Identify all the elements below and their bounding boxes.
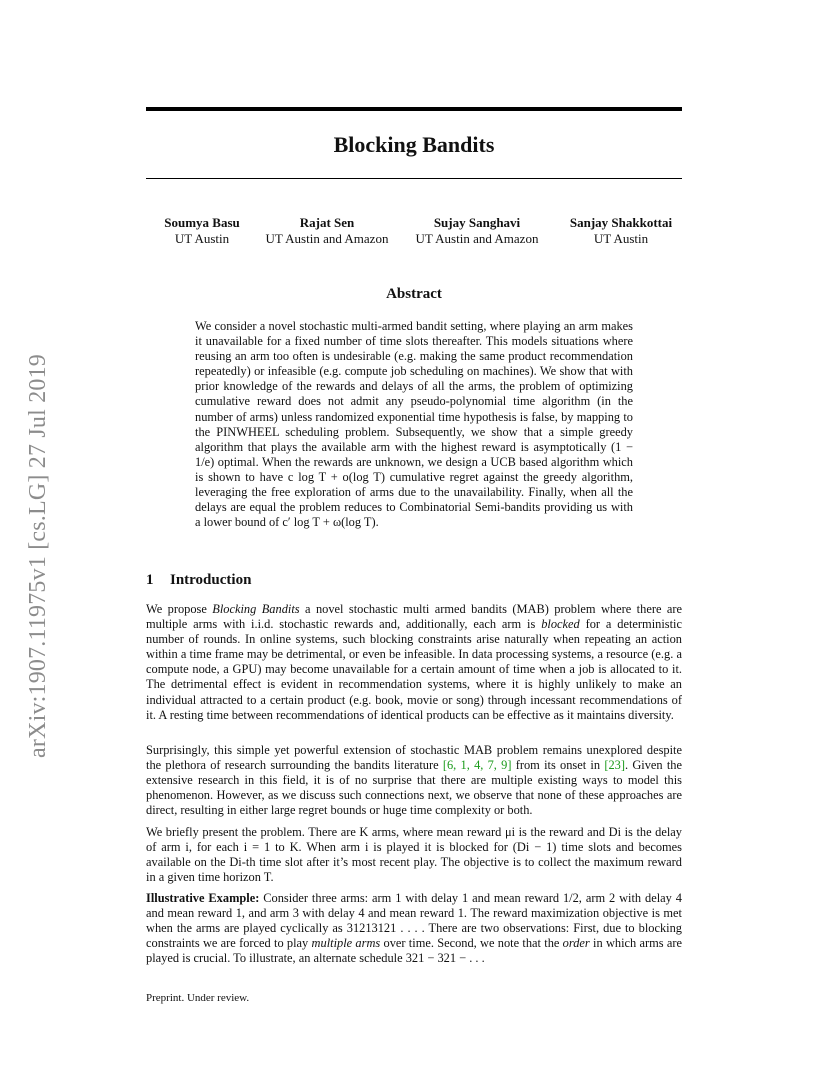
author-name: Soumya Basu — [164, 215, 240, 230]
author-4 — [560, 215, 682, 247]
section-heading — [146, 570, 682, 590]
author-1 — [148, 215, 256, 247]
emphasis-blocked: blocked — [541, 617, 580, 632]
intro-paragraph-2 — [146, 743, 682, 818]
text-run: . Given the extensive research in this field, it is of no surprise that there are multiple existing ways to model this phenomenon. However, as we discuss such connections next, we observe that none of these approaches are direct, resulting in either large regret bounds or huge time complexity or both. — [146, 758, 682, 818]
emphasis-blocking-bandits: Blocking Bandits — [212, 602, 300, 616]
title-bottom-rule — [146, 178, 682, 179]
text-run: over time. Second, we note that the — [380, 936, 563, 951]
citation-link[interactable]: [6, 1, 4, 7, 9] — [442, 758, 512, 773]
text-run: We propose — [146, 602, 213, 616]
author-name: Sanjay Shakkottai — [569, 215, 673, 230]
author-name: Sujay Sanghavi — [433, 215, 521, 230]
footer-note: Preprint. Under review. — [146, 992, 250, 1004]
title-top-rule — [146, 107, 682, 111]
section-number: 1 — [146, 572, 154, 588]
author-name: Rajat Sen — [299, 215, 355, 230]
abstract-heading: Abstract — [386, 286, 442, 302]
text-run: in which arms are played is crucial. To illustrate, an alternate schedule 321 − 321 − . . . — [146, 936, 682, 966]
author-3 — [408, 215, 546, 247]
author-2 — [258, 215, 396, 247]
citation-link[interactable]: [23] — [604, 758, 625, 773]
text-run: a novel stochastic multi armed bandits (MAB) problem where there are multiple arms with i.i.d. stochastic rewards and, additionally, each arm is — [146, 602, 682, 632]
illustrative-example-lead: Illustrative Example: — [146, 891, 260, 905]
section-title: Introduction — [170, 572, 252, 588]
author-affiliation: UT Austin and Amazon — [265, 231, 389, 246]
text-run: Consider three arms: arm 1 with delay 1 and mean reward 1/2, arm 2 with delay 4 and mean reward 1, and arm 3 with delay 4 and mean reward 1. The reward maximization objective is met when the arms are played cyclically as 31213121 . . . . There are two observations: First, due to blocking constraints we are forced to play — [146, 891, 682, 951]
intro-paragraph-3: We briefly present the problem. There are K arms, where mean reward μi is the reward and Di is the delay of arm i, for each i = 1 to K. When arm i is played it is blocked for (Di − 1) time slots and becomes available on the Di-th time slot after it’s most recent play. The objective is to collect the maximum reward in a given time horizon T. — [146, 825, 682, 885]
author-block — [146, 215, 682, 251]
emphasis-order: order — [562, 936, 590, 951]
arxiv-identifier-stamp: arXiv:1907.11975v1 [cs.LG] 27 Jul 2019 — [25, 354, 51, 758]
intro-paragraph-1 — [146, 602, 682, 723]
text-run: Surprisingly, this simple yet powerful extension of stochastic MAB problem remains unexplored despite the plethora of research surrounding the bandits literature — [146, 743, 682, 773]
emphasis-multiple-arms: multiple arms — [311, 936, 381, 951]
abstract-text: We consider a novel stochastic multi-armed bandit setting, where playing an arm makes it unavailable for a fixed number of time slots thereafter. This models situations where reusing an arm too often is undesirable (e.g. making the same product recommendation repeatedly) or infeasible (e.g. compute job scheduling on machines). We show that with prior knowledge of the rewards and delays of all the arms, the problem of optimizing cumulative reward does not admit any pseudo-polynomial time algorithm (in the number of arms) unless randomized exponential time hypothesis is false, by mapping to the PINWHEEL scheduling problem. Subsequently, we show that a simple greedy algorithm that plays the available arm with the highest reward is asymptotically (1 − 1/e) optimal. When the rewards are unknown, we design a UCB based algorithm which is shown to have c log T + o(log T) cumulative regret against the greedy algorithm, leveraging the free exploration of arms due to the unavailability. Finally, when all the delays are equal the problem reduces to Combinatorial Semi-bandits providing us with a lower bound of c′ log T + ω(log T). — [195, 319, 633, 530]
intro-paragraph-4 — [146, 891, 682, 966]
text-run: for a deterministic number of rounds. In online systems, such blocking constraints arise naturally when repeating an action within a time frame may be detrimental, or even be infeasible. In data processing systems, a resource (e.g. a compute node, a GPU) may become unavailable for a certain amount of time when a job is allocated to it. The detrimental effect is evident in recommendation systems, where it is highly unlikely to make an individual attracted to a certain product (e.g. book, movie or song) through incessant recommendations of it. A resting time between recommendations of identical products can be effective as it maintains diversity. — [146, 617, 682, 722]
paper-title: Blocking Bandits — [333, 132, 495, 157]
author-affiliation: UT Austin — [593, 231, 649, 246]
author-affiliation: UT Austin and Amazon — [415, 231, 539, 246]
text-run: from its onset in — [511, 758, 605, 773]
author-affiliation: UT Austin — [174, 231, 230, 246]
